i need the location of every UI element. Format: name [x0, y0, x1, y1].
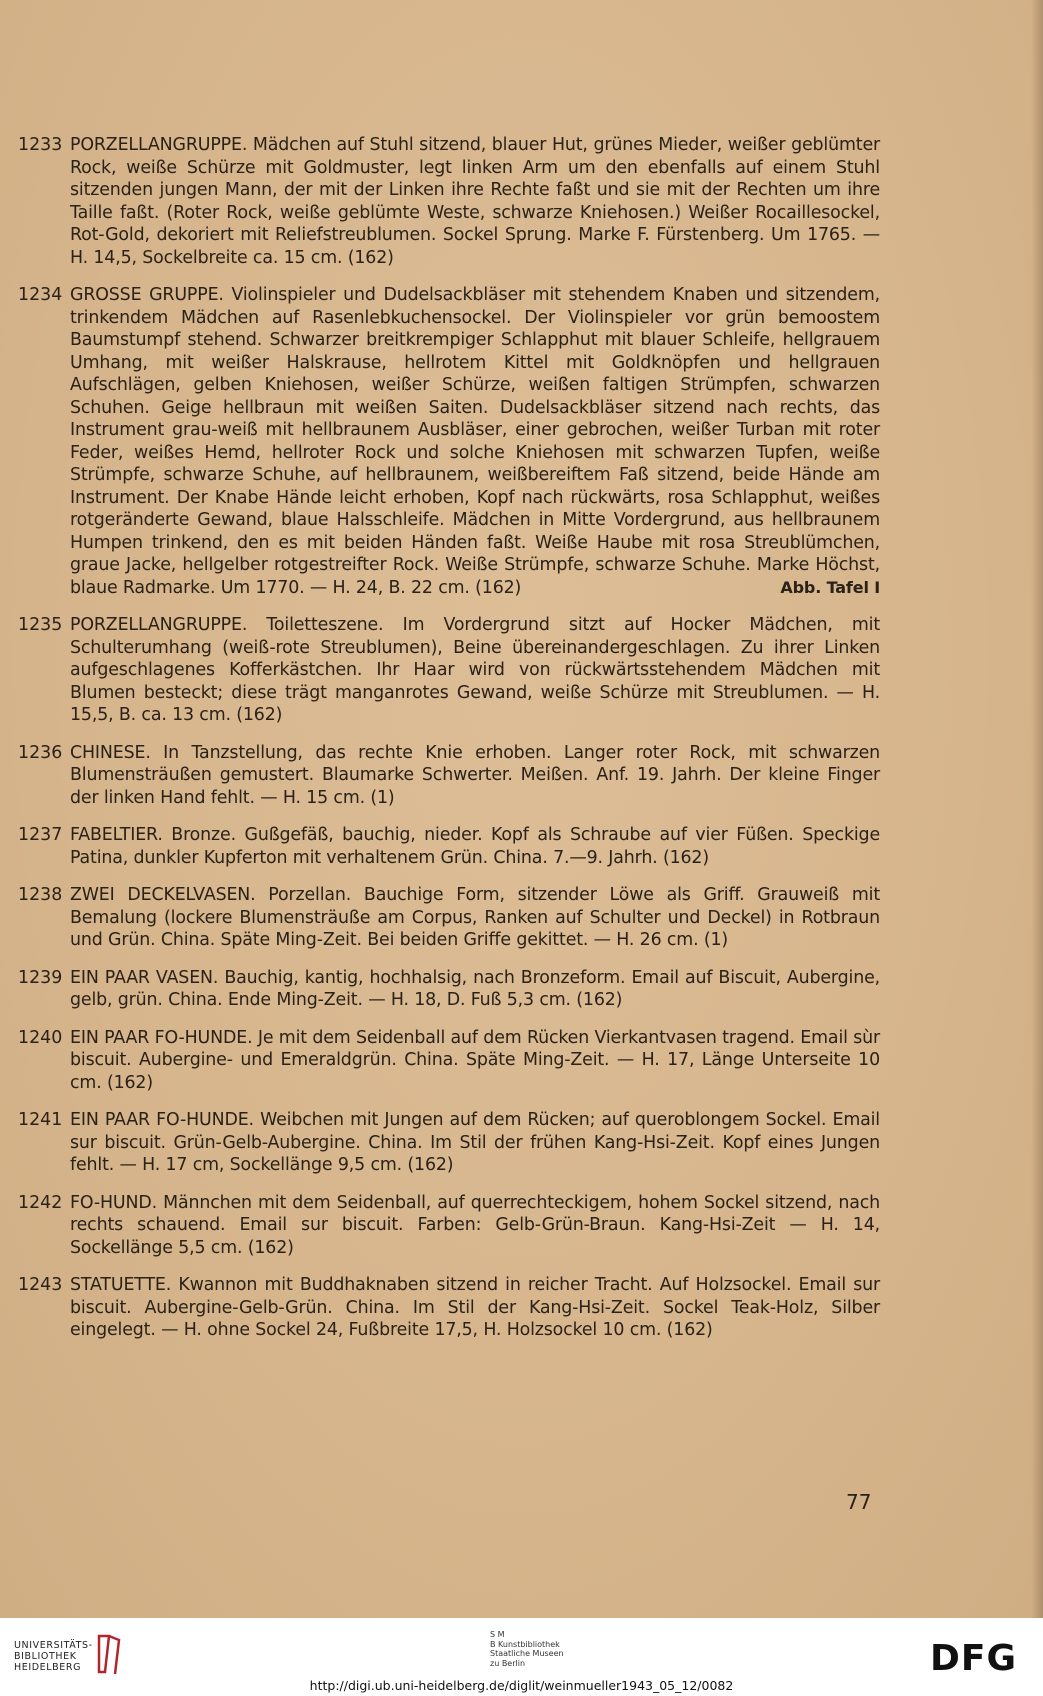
catalog-entry [18, 967, 880, 1012]
entry-text: EIN PAAR FO-HUNDE. Weibchen mit Jungen auf dem Rücken; auf queroblongem Sockel. Email sur biscuit. Grün-Gelb-Aubergine. China. Im Stil der frühen Kang-Hsi-Zeit. Kopf eines Jungen fehlt. — H. 17 cm, Sockellänge 9,5 cm. (162) [70, 1110, 880, 1175]
entry-text: GROSSE GRUPPE. Violinspieler und Dudelsackbläser mit stehendem Knaben und sitzendem, trinkendem Mädchen auf Rasenlebkuchensockel. Der Violinspieler vor grün bemoostem Baumstumpf stehend. Schwarzer breitkrempiger Schlapphut mit blauer Schleife, hellgrauem Umhang, mit weißer Halskrause, hellrotem Kittel mit Goldknöpfen und hellgrauen Aufschlägen, gelben Kniehosen, weißer Schürze, weißen faltigen Strümpfen, schwarzen Schuhen. Geige hellbraun mit weißen Saiten. Dudelsackbläser sitzend nach rechts, das Instrument grau-weiß mit hellbraunem Ausbläser, einer gebrochen, weißer Turban mit roter Feder, weißes Hemd, hellroter Rock und solche Kniehosen mit schwarzen Tupfen, weiße Strümpfe, schwarze Schuhe, auf hellbraunem, weißbereiftem Faß sitzend, beide Hände am Instrument. Der Knabe Hände leicht erhoben, Kopf nach rückwärts, rosa Schlapphut, weißes rotgeränderte Gewand, blaue Halsschleife. Mädchen in Mitte Vordergrund, aus hellbraunem Humpen trinkend, den es mit beiden Händen faßt. Weiße Haube mit rosa Streublümchen, graue Jacke, hellgelber rotgestreifter Rock. Weiße Strümpfe, schwarze Schuhe. Marke Höchst, blaue Radmarke. Um 1770. — H. 24, B. 22 cm. (162) [70, 285, 880, 598]
catalog-entry [18, 1027, 880, 1095]
entry-text: CHINESE. In Tanzstellung, das rechte Knie erhoben. Langer roter Rock, mit schwarzen Blumensträußen gemustert. Blaumarke Schwerter. Meißen. Anf. 19. Jahrh. Der kleine Finger der linken Hand fehlt. — H. 15 cm. (1) [70, 742, 880, 808]
entry-number: 1235 [18, 615, 63, 635]
entry-text-wrap [70, 284, 880, 599]
page-number: 77 [846, 1490, 872, 1514]
sm-line: S M [490, 1630, 505, 1639]
catalog-entry [18, 134, 880, 269]
catalog-entry [18, 614, 880, 727]
entry-number: 1238 [18, 885, 63, 905]
ub-line: HEIDELBERG [14, 1662, 82, 1673]
sm-line: Staatliche Museen [490, 1649, 564, 1658]
catalog-entry [18, 824, 880, 869]
entry-text: PORZELLANGRUPPE. Toiletteszene. Im Vordergrund sitzt auf Hocker Mädchen, mit Schulterumhang (weiß-rote Streublumen), Beine übereinandergeschlagen. Zu ihrer Linken aufgeschlagenes Kofferkästchen. Ihr Haar wird von rückwärtsstehendem Mädchen mit Blumen besteckt; diese trägt manganrotes Gewand, weiße Schürze mit Streublumen. — H. 15,5, B. ca. 13 cm. (162) [70, 615, 880, 725]
catalog-entry [18, 284, 880, 599]
catalog-entry [18, 1274, 880, 1342]
entry-number: 1233 [18, 135, 63, 155]
berlin-museum-label[interactable] [490, 1630, 564, 1668]
entry-text: PORZELLANGRUPPE. Mädchen auf Stuhl sitzend, blauer Hut, grünes Mieder, weißer geblümter Rock, weiße Schürze mit Goldmuster, legt linken Arm um den ebenfalls auf einem Stuhl sitzenden jungen Mann, der mit der Linken ihre Rechte faßt und sie mit der Rechten um ihre Taille faßt. (Roter Rock, weiße geblümte Weste, schwarze Kniehosen.) Weißer Rocaillesockel, Rot-Gold, dekoriert mit Reliefstreublumen. Sockel Sprung. Marke F. Fürstenberg. Um 1765. — H. 14,5, Sockelbreite ca. 15 cm. (162) [70, 135, 880, 268]
entry-number: 1243 [18, 1275, 63, 1295]
catalog-entry [18, 1109, 880, 1177]
sm-line: B Kunstbibliothek [490, 1639, 560, 1649]
entry-number: 1239 [18, 967, 63, 988]
entry-number: 1242 [18, 1192, 63, 1213]
ub-line: UNIVERSITÄTS- [14, 1640, 93, 1651]
university-logo-icon[interactable] [95, 1632, 123, 1676]
plate-reference: Abb. Tafel I [780, 577, 880, 597]
catalog-entry [18, 742, 880, 810]
entry-text: EIN PAAR VASEN. Bauchig, kantig, hochhalsig, nach Bronzeform. Email auf Biscuit, Aubergine, gelb, grün. China. Ende Ming-Zeit. — H. 18, D. Fuß 5,3 cm. (162) [70, 967, 880, 1010]
entry-number: 1234 [18, 285, 63, 305]
entry-number: 1237 [18, 825, 63, 845]
entry-text: EIN PAAR FO-HUNDE. Je mit dem Seidenball auf dem Rücken Vierkantvasen tragend. Email sùr biscuit. Aubergine- und Emeraldgrün. China. Späte Ming-Zeit. — H. 17, Länge Unterseite 10 cm. (162) [70, 1027, 880, 1093]
digitization-footer [0, 1618, 1043, 1696]
entry-text: STATUETTE. Kwannon mit Buddhaknaben sitzend in reicher Tracht. Auf Holzsockel. Email sur biscuit. Aubergine-Gelb-Grün. China. Im Stil der Kang-Hsi-Zeit. Sockel Teak-Holz, Silber eingelegt. — H. ohne Sockel 24, Fußbreite 17,5, H. Holzsockel 10 cm. (162) [70, 1275, 880, 1340]
sm-line: zu Berlin [490, 1658, 526, 1668]
entry-number: 1241 [18, 1110, 63, 1130]
entry-text: ZWEI DECKELVASEN. Porzellan. Bauchige Form, sitzender Löwe als Griff. Grauweiß mit Bemalung (lockere Blumensträuße am Corpus, Ranken auf Schulter und Deckel) in Rotbraun und Grün. China. Späte Ming-Zeit. Bei beiden Griffe gekittet. — H. 26 cm. (1) [70, 885, 880, 950]
entry-number: 1236 [18, 742, 63, 763]
catalog-entries [18, 134, 880, 1357]
entry-number: 1240 [18, 1027, 63, 1048]
entry-text: FABELTIER. Bronze. Gußgefäß, bauchig, nieder. Kopf als Schraube auf vier Füßen. Speckige Patina, dunkler Kupferton mit verhaltenem Grün. China. 7.—9. Jahrh. (162) [70, 825, 880, 868]
catalog-entry [18, 1192, 880, 1260]
source-url-link[interactable]: http://digi.ub.uni-heidelberg.de/diglit/weinmueller1943_05_12/0082 [309, 1678, 734, 1693]
dfg-logo[interactable]: DFG [930, 1638, 1018, 1679]
entry-text: FO-HUND. Männchen mit dem Seidenball, auf querrechteckigem, hohem Sockel sitzend, nach rechts schauend. Email sur biscuit. Farben: Gelb-Grün-Braun. Kang-Hsi-Zeit — H. 14, Sockellänge 5,5 cm. (162) [70, 1192, 880, 1258]
catalog-entry [18, 884, 880, 952]
ub-line: BIBLIOTHEK [14, 1651, 77, 1662]
